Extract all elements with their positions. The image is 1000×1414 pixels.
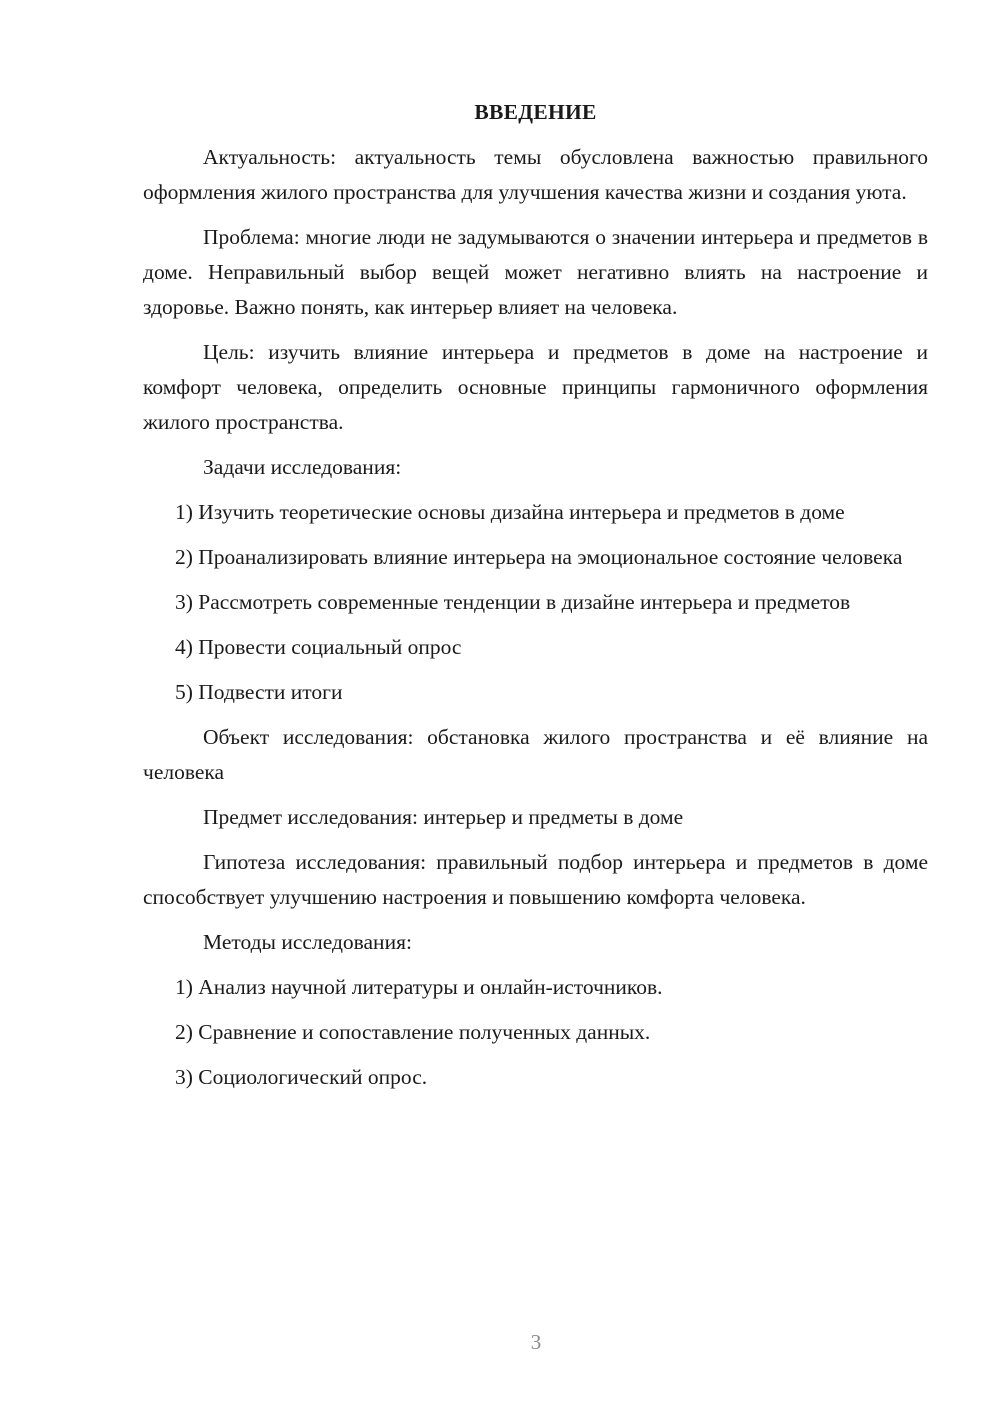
- subject-paragraph: Предмет исследования: интерьер и предметы в доме: [203, 805, 684, 829]
- method-item: 3) Социологический опрос.: [175, 1065, 428, 1089]
- object-paragraph: Объект исследования: обстановка жилого пространства и её влияние на человека: [143, 725, 928, 784]
- method-item: 2) Сравнение и сопоставление полученных данных.: [175, 1020, 651, 1044]
- hypothesis-paragraph: Гипотеза исследования: правильный подбор интерьера и предметов в доме способствует улучшению настроения и повышению комфорта человека.: [143, 850, 928, 909]
- goal-paragraph: Цель: изучить влияние интерьера и предметов в доме на настроение и комфорт человека, определить основные принципы гармоничного оформления жилого пространства.: [143, 340, 928, 434]
- problem-paragraph: Проблема: многие люди не задумываются о значении интерьера и предметов в доме. Неправильный выбор вещей может негативно влиять на настроение и здоровье. Важно понять, как интерьер влияет на человека.: [143, 225, 928, 319]
- tasks-title: Задачи исследования:: [203, 455, 402, 479]
- page-title: ВВЕДЕНИЕ: [474, 100, 597, 124]
- task-item: 4) Провести социальный опрос: [175, 635, 462, 659]
- methods-title: Методы исследования:: [203, 930, 412, 954]
- relevance-paragraph: Актуальность: актуальность темы обусловлена важностью правильного оформления жилого пространства для улучшения качества жизни и создания уюта.: [143, 145, 928, 204]
- task-item: 1) Изучить теоретические основы дизайна интерьера и предметов в доме: [175, 500, 845, 524]
- page-content: [143, 95, 928, 1105]
- task-item: 2) Проанализировать влияние интерьера на эмоциональное состояние человека: [175, 545, 903, 569]
- task-item: 5) Подвести итоги: [175, 680, 343, 704]
- page-number: 3: [530, 1330, 542, 1354]
- task-item: 3) Рассмотреть современные тенденции в дизайне интерьера и предметов: [175, 590, 851, 614]
- method-item: 1) Анализ научной литературы и онлайн-источников.: [175, 975, 663, 999]
